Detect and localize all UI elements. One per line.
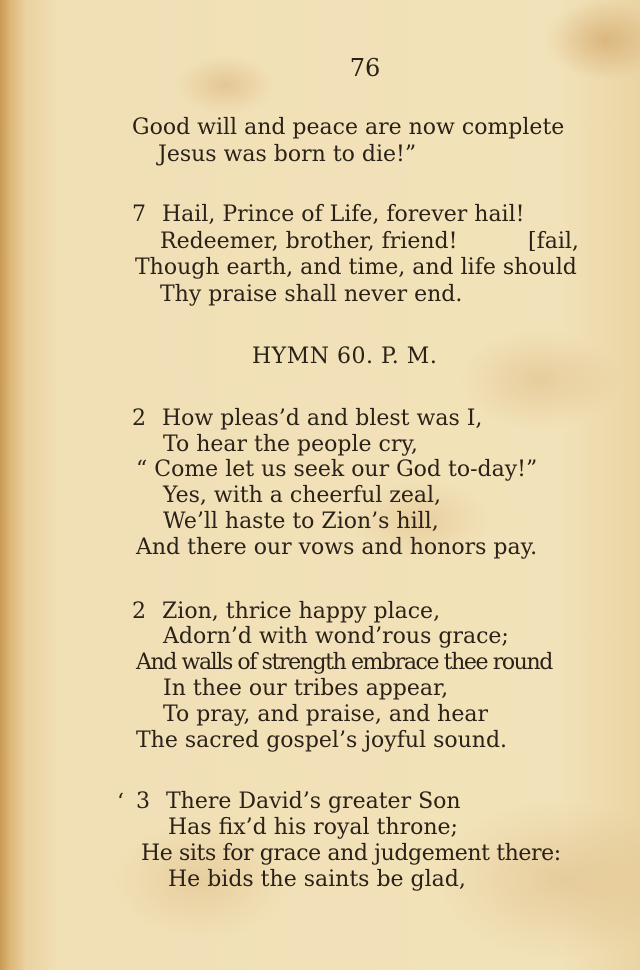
stanza-text: There David’s greater Son (166, 789, 461, 814)
verse-line (132, 202, 524, 228)
stanza-line (132, 406, 482, 432)
stanza-line (132, 599, 440, 625)
stanza-line: To pray, and praise, and hear (163, 702, 489, 727)
turnover-word: [fail, (528, 229, 579, 254)
verse-line: Jesus was born to die!” (158, 142, 417, 167)
verse-text: Hail, Prince of Life, forever hail! (162, 202, 525, 227)
stanza-line: In thee our tribes appear, (163, 676, 449, 701)
verse-line: Good will and peace are now complete (132, 115, 565, 140)
stanza-number: 2 (132, 599, 146, 624)
stanza-line (136, 789, 461, 815)
stanza-line: To hear the people cry, (163, 432, 418, 457)
stanza-line: We’ll haste to Zion’s hill, (163, 509, 439, 534)
stanza-line: Yes, with a cheerful zeal, (163, 483, 442, 508)
verse-text: Redeemer, brother, friend! (160, 229, 458, 254)
stanza-text: How pleas’d and blest was I, (162, 406, 483, 431)
stanza-text: Zion, thrice happy place, (162, 599, 441, 624)
verse-line: Thy praise shall never end. (160, 282, 463, 307)
stanza-number: 2 (132, 406, 146, 431)
stanza-line: And walls of strength embrace thee round (136, 650, 552, 675)
stanza-line: And there our vows and honors pay. (136, 535, 538, 560)
stanza-line: “ Come let us seek our God to-day!” (136, 457, 538, 482)
stanza-line: He bids the saints be glad, (168, 867, 466, 892)
marginal-mark: ‘ (117, 790, 124, 815)
stanza-number: 3 (136, 789, 150, 814)
stanza-line: The sacred gospel’s joyful sound. (136, 728, 508, 753)
verse-line: Though earth, and time, and life should (135, 255, 577, 280)
verse-number: 7 (132, 202, 146, 227)
stanza-line: He sits for grace and judgement there: (141, 841, 561, 866)
page-number: 76 (349, 54, 381, 82)
hymn-heading: HYMN 60. P. M. (252, 344, 438, 369)
stanza-line: Adorn’d with wond’rous grace; (163, 624, 509, 649)
stanza-line: Has fix’d his royal throne; (168, 815, 458, 840)
